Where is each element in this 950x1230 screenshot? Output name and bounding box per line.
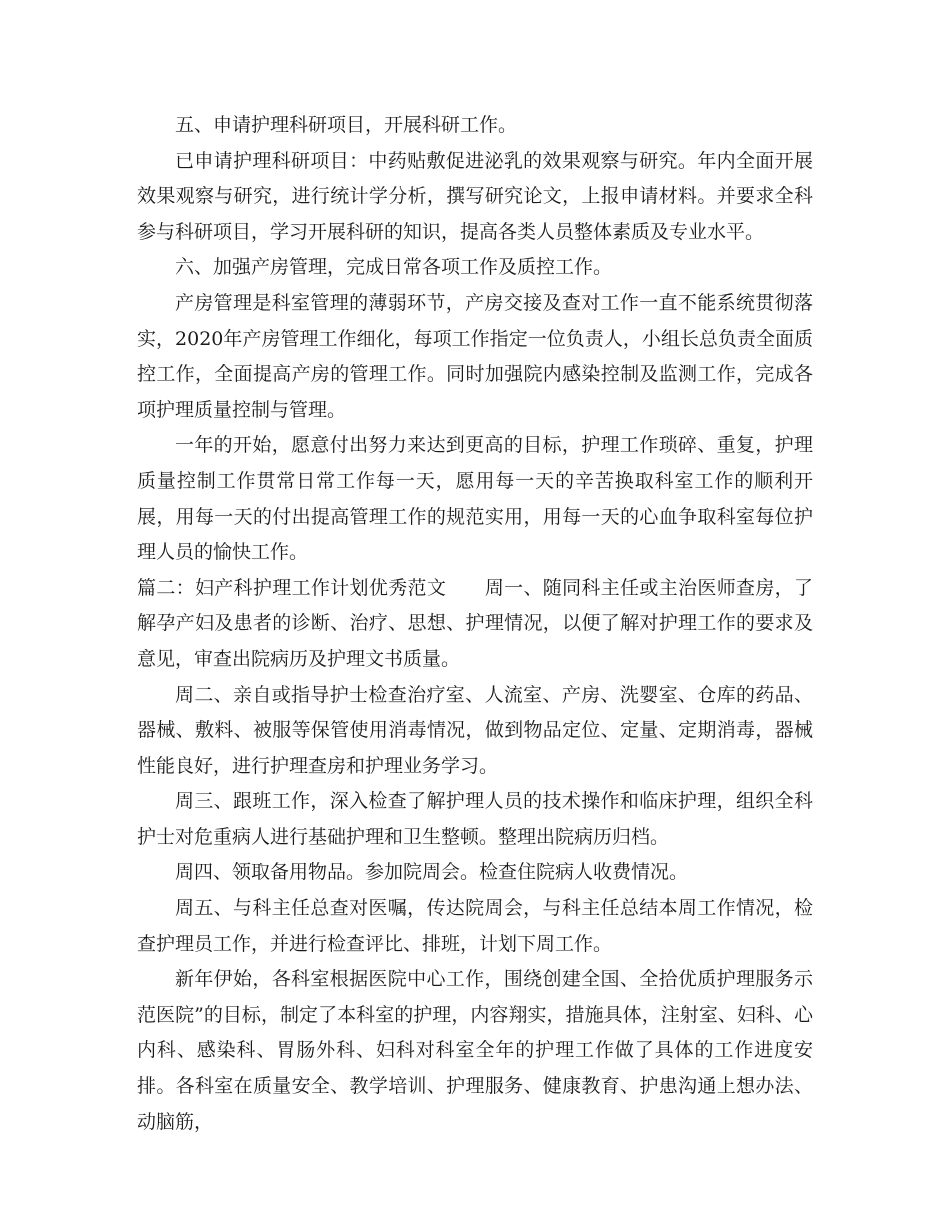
paragraph-tuesday: 周二、亲自或指导护士检查治疗室、人流室、产房、洗婴室、仓库的药品、器械、敷料、被服等保管使用消毒情况，做到物品定位、定量、定期消毒，器械性能良好，进行护理查房和护理业务学习。 (137, 683, 813, 777)
paragraph-friday: 周五、与科主任总查对医嘱，传达院周会，与科主任总结本周工作情况，检查护理员工作，并进行检查评比、排班，计划下周工作。 (137, 897, 813, 955)
paragraph-wednesday: 周三、跟班工作，深入检查了解护理人员的技术操作和临床护理，组织全科护士对危重病人进行基础护理和卫生整顿。整理出院病历归档。 (137, 790, 813, 848)
paragraph-research-heading: 五、申请护理科研项目，开展科研工作。 (175, 114, 518, 136)
document-page (137, 108, 813, 1140)
paragraph-new-year: 新年伊始，各科室根据医院中心工作，围绕创建全国、全拾优质护理服务示范医院”的目标，制定了本科室的护理，内容翔实，措施具体，注射室、妇科、心内科、感染科、胃肠外科、妇科对科室全年的护理工作做了具体的工作进度安排。各科室在质量安全、教学培训、护理服务、健康教育、护患沟通上想办法、动脑筋， (137, 968, 813, 1133)
paragraph-year-goal: 一年的开始，愿意付出努力来达到更高的目标，护理工作琐碎、重复，护理质量控制工作贯常日常工作每一天，愿用每一天的辛苦换取科室工作的顺利开展，用每一天的付出提高管理工作的规范实用，用每一天的心血争取科室每位护理人员的愉快工作。 (137, 434, 813, 564)
paragraph-part-two-monday: 篇二：妇产科护理工作计划优秀范文 周一、随同科主任或主治医师查房，了解孕产妇及患者的诊断、治疗、思想、护理情况，以便了解对护理工作的要求及意见，审查出院病历及护理文书质量。 (137, 576, 813, 670)
paragraph-research-body: 已申请护理科研项目：中药贴敷促进泌乳的效果观察与研究。年内全面开展效果观察与研究，进行统计学分析，撰写研究论文，上报申请材料。并要求全科参与科研项目，学习开展科研的知识，提高各类人员整体素质及专业水平。 (137, 149, 813, 243)
paragraph-delivery-room-heading: 六、加强产房管理，完成日常各项工作及质控工作。 (175, 256, 613, 279)
paragraph-delivery-room-body: 产房管理是科室管理的薄弱环节，产房交接及查对工作一直不能系统贯彻落实，2020年产房管理工作细化，每项工作指定一位负责人，小组长总负责全面质控工作，全面提高产房的管理工作。同时加强院内感染控制及监测工作，完成各项护理质量控制与管理。 (137, 291, 813, 421)
paragraph-thursday: 周四、领取备用物品。参加院周会。检查住院病人收费情况。 (175, 861, 689, 884)
